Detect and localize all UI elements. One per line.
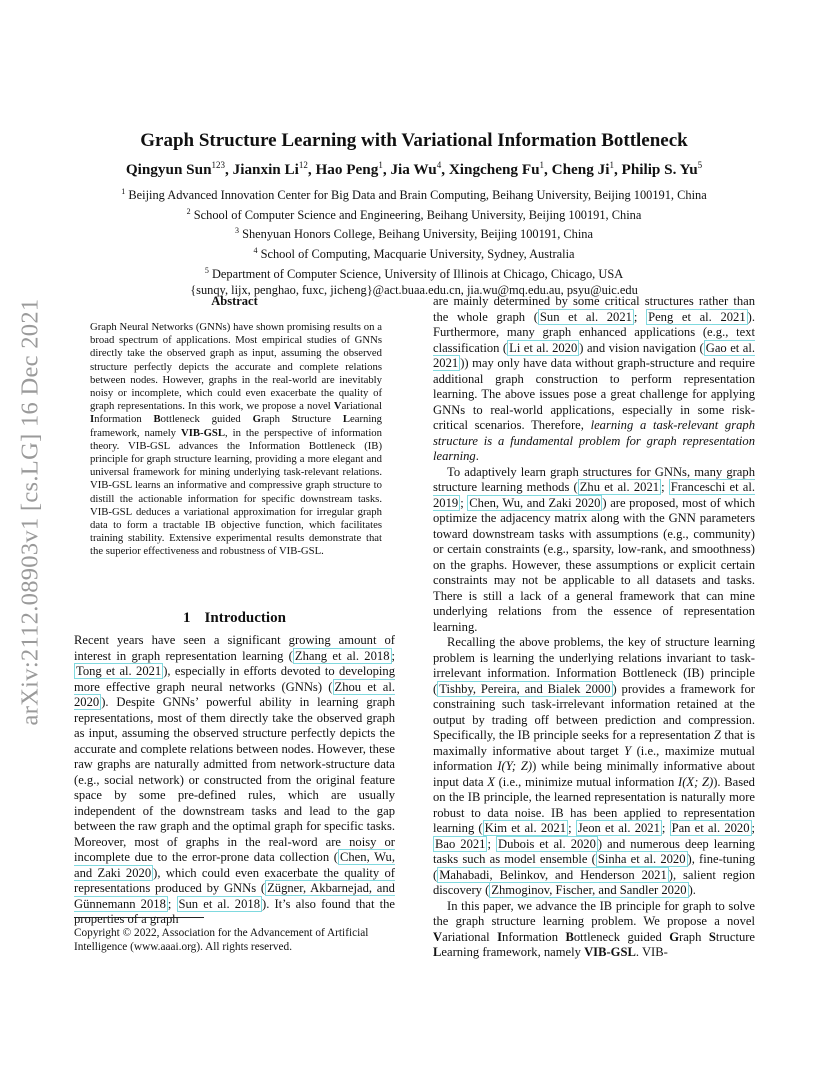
- affiliation-line: [60, 223, 768, 243]
- citation-link[interactable]: Franceschi et al. 2019: [433, 480, 755, 510]
- acronym-letter: B: [565, 929, 574, 944]
- abstract-text: , in the perspective of information theory. VIB-GSL advances the Information Bottleneck (IB) principle for graph structure learning, providing a more elegant and universal framework for mining underlying task-relevant relations. VIB-GSL learns an informative and compressive graph structure to distill the actionable information for specific downstream tasks. VIB-GSL deduces a variational approximation for irregular graph data to form a tractable IB objective function, which facilitates training stability. Extensive experimental results demonstrate that the superior effectiveness and robustness of VIB-GSL.: [90, 426, 382, 558]
- abstract-text: Graph Neural Networks (GNNs) have shown promising results on a broad spectrum of applications. Most empirical studies of GNNs directly take the observed graph as input, assuming the observed structure perfectly depicts the accurate and complete relations between nodes. However, graphs in the real-world are inevitably noisy or incomplete, which could even exacerbate the quality of graph representations. In this work, we propose a novel: [90, 321, 382, 413]
- abstract-heading: Abstract: [211, 294, 258, 308]
- body-text: In this paper, we advance the IB principle for graph to solve the graph structure learning problem. We propose a novel: [433, 898, 755, 928]
- author-name: Hao Peng: [315, 161, 379, 179]
- author-affil-marker: 1: [378, 160, 383, 170]
- author-name: Cheng Ji: [551, 161, 610, 179]
- body-text: ), which could even exacerbate the quality of representations produced by GNNs (: [74, 865, 396, 895]
- author-separator: ,: [613, 161, 622, 179]
- author-name: Jianxin Li: [232, 161, 299, 179]
- acronym-letter: L: [433, 945, 442, 959]
- body-text: Recent years have seen a significant growing amount of interest in graph representation learning (: [74, 633, 395, 663]
- paragraph: [74, 633, 395, 928]
- affiliation-list: [60, 184, 768, 298]
- author-affil-marker: 4: [436, 160, 442, 170]
- acronym-letter: I: [497, 929, 503, 944]
- section-heading: [74, 610, 395, 627]
- body-text: tructure: [715, 929, 756, 944]
- body-text: raph: [679, 929, 709, 944]
- arxiv-stamp: [10, 292, 50, 732]
- author-name: Qingyun Sun: [125, 161, 212, 179]
- citation-link[interactable]: Sinha et al. 2020: [597, 852, 686, 866]
- body-text: ;: [391, 648, 395, 663]
- citation-link[interactable]: Sun et al. 2021: [539, 309, 632, 324]
- math-expression: I(X; Z): [678, 774, 714, 789]
- math-expression: I(Y; Z): [497, 759, 533, 773]
- citation-link[interactable]: Zügner, Akbarnejad, and Günnemann 2018: [74, 881, 395, 911]
- body-text: ), fine-tuning (: [433, 852, 755, 882]
- body-text: that is maximally informative about target: [433, 728, 755, 758]
- copyright-footnote: Copyright © 2022, Association for the Advancement of Artificial Intelligence (www.aaai.org). All rights reserved.: [74, 927, 369, 953]
- body-text: ). Furthermore, many graph enhanced applications (e.g., text classification (: [433, 309, 755, 355]
- math-symbol: X: [487, 774, 495, 789]
- body-text: ) provides a framework for constraining such task-irrelevant information retained at the output by trading off between prediction and compression. Specifically, the IB principle seeks for a representation: [433, 681, 755, 742]
- citation-link[interactable]: Pan et al. 2020: [671, 821, 750, 835]
- body-text: ), especially in efforts devoted to developing more effective graph neural networks (GNNs) (: [74, 664, 395, 694]
- citation-link[interactable]: Dubois et al. 2020: [497, 836, 596, 851]
- author-affil-marker: 12: [298, 160, 308, 170]
- citation-link[interactable]: Sun et al. 2018: [178, 896, 260, 911]
- body-text: ;: [487, 836, 496, 851]
- author-separator: ,: [441, 161, 449, 179]
- acronym-letter: L: [342, 413, 350, 426]
- paragraph: [433, 899, 755, 961]
- method-name: VIB-GSL: [181, 426, 225, 439]
- abstract-text: earning framework, namely: [90, 413, 382, 439]
- acronym-letter: G: [252, 413, 261, 426]
- abstract-text: nformation: [94, 413, 154, 426]
- section-title: Introduction: [204, 610, 286, 626]
- citation-link[interactable]: Zhmoginov, Fischer, and Sandler 2020: [491, 883, 687, 897]
- body-text: ;: [661, 821, 670, 835]
- body-text: ;: [568, 821, 576, 835]
- affiliation-marker: 1: [121, 187, 126, 196]
- emphasis-text: learning a task-relevant graph structure is a fundamental problem for graph representation learning: [433, 418, 755, 463]
- introduction-body: [74, 633, 395, 928]
- acronym-letter: S: [291, 413, 298, 426]
- body-text: ). Based on the IB principle, the learned representation is naturally more robust to data noise. IB has been applied to representation learning (: [433, 774, 755, 835]
- body-text: ;: [167, 896, 177, 911]
- acronym-letter: S: [708, 929, 716, 944]
- affiliation-line: [60, 204, 768, 224]
- affiliation-text: School of Computer Science and Engineering, Beihang University, Beijing 100191, China: [190, 207, 642, 222]
- body-text: ariational: [442, 929, 498, 944]
- citation-link[interactable]: Bao 2021: [435, 836, 486, 851]
- citation-link[interactable]: Li et al. 2020: [509, 340, 578, 355]
- section-number: 1: [183, 610, 191, 626]
- citation-link[interactable]: Zhou et al. 2020: [74, 679, 395, 709]
- body-text: . VIB-: [635, 945, 668, 959]
- math-symbol: Z: [713, 728, 721, 742]
- body-text: To adaptively learn graph structures for GNNs, many graph structure learning methods (: [433, 464, 755, 494]
- author-emails: {sunqy, lijx, penghao, fuxc, jicheng}@act.buaa.edu.cn, jia.wu@mq.edu.au, psyu@uic.edu: [190, 282, 638, 297]
- arxiv-stamp-text: arXiv:2112.08903v1 [cs.LG] 16 Dec 2021: [16, 298, 44, 726]
- body-text: ). Despite GNNs’ powerful ability in learning graph representations, most of them directly take the observed graph as input, assuming the observed structure perfectly depicts the accurate and complete relations between nodes. However, these raw graphs are naturally admitted from network-structure data (e.g., social network) or constructed from the original feature space by some pre-defined rules, which are usually independent of the downstream tasks and lead to the gap between the raw graph and the optimal graph for specific tasks. Moreover, most of graphs in the real-word are noisy or incomplete due to the error-prone data collection (: [74, 695, 395, 864]
- citation-link[interactable]: Kim et al. 2021: [484, 821, 567, 835]
- method-name: VIB-GSL: [584, 945, 636, 959]
- acronym-letter: I: [90, 413, 95, 426]
- author-separator: ,: [307, 161, 316, 179]
- body-text: ). It’s also found that the properties of a graph: [74, 896, 395, 926]
- body-text: )) may only have data without graph-structure and require additional graph construction to perform representation learning. The above issues pose a great challenge for applying GNNs to real-world applications, especially in some risk-critical scenarios. Therefore,: [433, 356, 755, 432]
- paragraph: [433, 635, 755, 899]
- affiliation-marker: 4: [253, 246, 258, 256]
- citation-link[interactable]: Tishby, Pereira, and Bialek 2000: [439, 681, 611, 696]
- abstract-text: ariational: [341, 400, 382, 413]
- affiliation-text: Shenyuan Honors College, Beihang University, Beijing 100191, China: [238, 227, 593, 242]
- body-text: ) and numerous deep learning tasks such as model ensemble (: [433, 836, 755, 866]
- body-text: (i.e., maximize mutual information: [433, 743, 755, 773]
- body-text: earning framework, namely: [441, 945, 585, 959]
- paragraph: [433, 294, 755, 465]
- affiliation-marker: 2: [186, 206, 191, 216]
- body-text: are mainly determined by some critical structures rather than the whole graph (: [433, 294, 755, 324]
- body-text: ;: [661, 480, 669, 494]
- acronym-letter: V: [433, 929, 443, 944]
- affiliation-text: Beijing Advanced Innovation Center for Big Data and Brain Computing, Beihang University, Beijing 100191, China: [125, 188, 707, 203]
- author-affil-marker: 123: [211, 160, 226, 170]
- affiliation-line: [60, 263, 768, 283]
- affiliation-marker: 5: [204, 265, 209, 275]
- abstract-text: ottleneck guided: [160, 413, 253, 426]
- body-text: .: [475, 449, 479, 463]
- body-text: nformation: [502, 929, 566, 944]
- paper-title: Graph Structure Learning with Variational Information Bottleneck: [140, 130, 688, 151]
- citation-link[interactable]: Mahabadi, Belinkov, and Henderson 2021: [439, 867, 667, 882]
- body-text: ) while being minimally informative about input data: [433, 759, 755, 789]
- citation-link[interactable]: Chen, Wu, and Zaki 2020: [469, 495, 601, 510]
- body-text: (i.e., minimize mutual information: [494, 774, 679, 789]
- citation-link[interactable]: Peng et al. 2021: [648, 309, 746, 324]
- right-column-body: [433, 294, 755, 961]
- affiliation-line: [60, 243, 768, 263]
- body-text: Recalling the above problems, the key of structure learning problem is learning the underlying relations invariant to task-irrelevant information. Information Bottleneck (IB) principle (: [433, 635, 755, 696]
- acronym-letter: V: [333, 400, 342, 413]
- affiliation-marker: 3: [234, 226, 239, 236]
- affiliation-text: Department of Computer Science, University of Illinois at Chicago, Chicago, USA: [208, 267, 624, 281]
- author-separator: ,: [225, 161, 233, 179]
- footnote-rule: [74, 917, 204, 918]
- math-symbol: Y: [624, 743, 632, 758]
- abstract-text: tructure: [297, 413, 343, 426]
- author-separator: ,: [544, 161, 552, 179]
- paragraph: [433, 465, 755, 636]
- citation-link[interactable]: Jeon et al. 2021: [577, 821, 660, 835]
- body-text: ) and vision navigation (: [579, 340, 704, 355]
- author-name: Jia Wu: [390, 161, 437, 179]
- affiliation-text: School of Computing, Macquarie University, Sydney, Australia: [257, 247, 575, 262]
- body-text: ottleneck guided: [573, 929, 670, 944]
- acronym-letter: G: [669, 929, 679, 944]
- author-separator: ,: [382, 161, 391, 179]
- abstract-text: raph: [260, 413, 292, 426]
- author-affil-marker: 1: [539, 160, 545, 170]
- author-affil-marker: 1: [609, 160, 614, 170]
- citation-link[interactable]: Zhang et al. 2018: [294, 648, 390, 663]
- citation-link[interactable]: Tong et al. 2021: [76, 664, 162, 678]
- affiliation-line: [60, 184, 768, 204]
- author-affil-marker: 5: [697, 160, 703, 170]
- body-text: ;: [460, 495, 468, 510]
- body-text: ).: [688, 883, 696, 897]
- citation-link[interactable]: Gao et al. 2021: [433, 340, 756, 370]
- body-text: ) are proposed, most of which optimize the adjacency matrix along with the GNN parameters toward downstream tasks with assumptions (e.g., community) or certain constraints (e.g., sparsity, low-rank, and smoothness) on the graphs. However, these assumptions or explicit certain constraints may not be applicable to all datasets and tasks. There is still a lack of a general framework that can mine underlying relations from the essence of representation learning.: [433, 495, 756, 634]
- author-name: Philip S. Yu: [621, 161, 698, 179]
- body-text: ;: [751, 821, 756, 835]
- citation-link[interactable]: Chen, Wu, and Zaki 2020: [74, 850, 395, 880]
- citation-link[interactable]: Zhu et al. 2021: [579, 480, 660, 494]
- body-text: ;: [633, 309, 647, 324]
- author-list: [60, 160, 768, 179]
- abstract-body: [90, 321, 382, 559]
- acronym-letter: B: [153, 413, 161, 426]
- body-text: ), salient region discovery (: [433, 867, 755, 897]
- author-name: Xingcheng Fu: [448, 161, 540, 179]
